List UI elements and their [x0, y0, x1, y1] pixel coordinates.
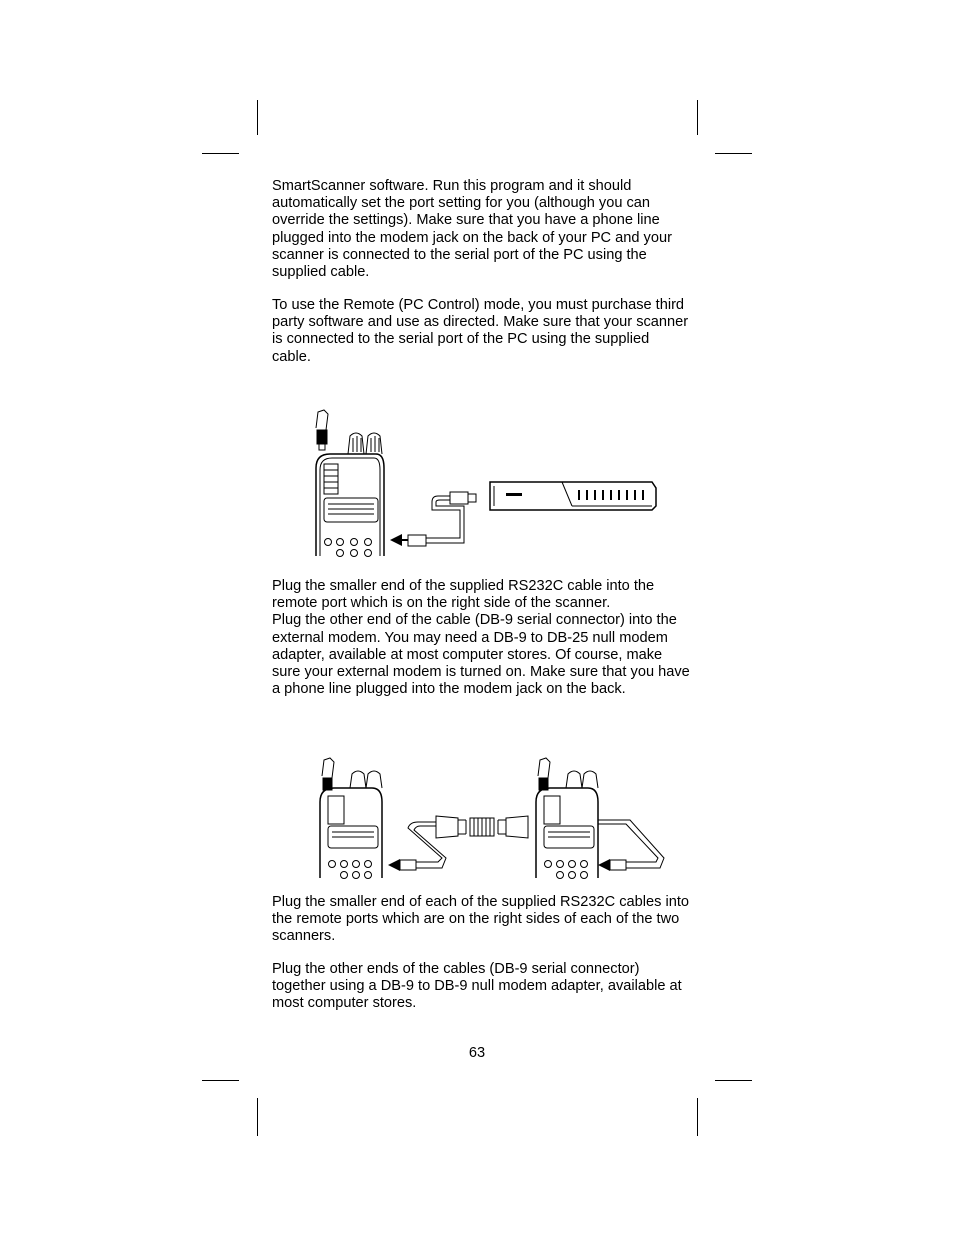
paragraph-null-modem-adapter: Plug the other ends of the cables (DB-9 serial connector) together using a DB-9 to DB-9 null modem adapter, available at most computer stores. [272, 961, 682, 1012]
scanner-to-scanner-diagram [310, 758, 670, 880]
crop-mark-bottom-right-vertical [697, 1098, 698, 1136]
crop-mark-bottom-left-horizontal [202, 1080, 239, 1081]
crop-mark-top-left-horizontal [202, 153, 239, 154]
paragraph-external-modem-setup: Plug the smaller end of the supplied RS232C cable into the remote port which is on the right side of the scanner. Plug the other end of the cable (DB-9 serial connector) into the external modem. You may need a DB-9 to DB-25 null modem adapter, available at most computer stores. Of course, make sure your external modem is turned on. Make sure that you have a phone line plugged into the modem jack on the back. [272, 578, 690, 698]
crop-mark-top-right-horizontal [715, 153, 752, 154]
crop-mark-bottom-left-vertical [257, 1098, 258, 1136]
paragraph-two-scanners: Plug the smaller end of each of the supplied RS232C cables into the remote ports which are on the right sides of each of the two scanners. [272, 894, 689, 945]
paragraph-smartscanner: SmartScanner software. Run this program and it should automatically set the port setting for you (although you can override the settings). Make sure that you have a phone line plugged into the modem jack on the back of your PC and your scanner is connected to the serial port of the PC using the supplied cable. [272, 178, 672, 281]
paragraph-remote-pc-control: To use the Remote (PC Control) mode, you must purchase third party software and use as directed. Make sure that your scanner is connected to the serial port of the PC using the supplied cable. [272, 297, 689, 365]
crop-mark-bottom-right-horizontal [715, 1080, 752, 1081]
crop-mark-top-left-vertical [257, 100, 258, 135]
crop-mark-top-right-vertical [697, 100, 698, 135]
page-number: 63 [468, 1045, 486, 1061]
scanner-to-modem-diagram [310, 408, 670, 558]
